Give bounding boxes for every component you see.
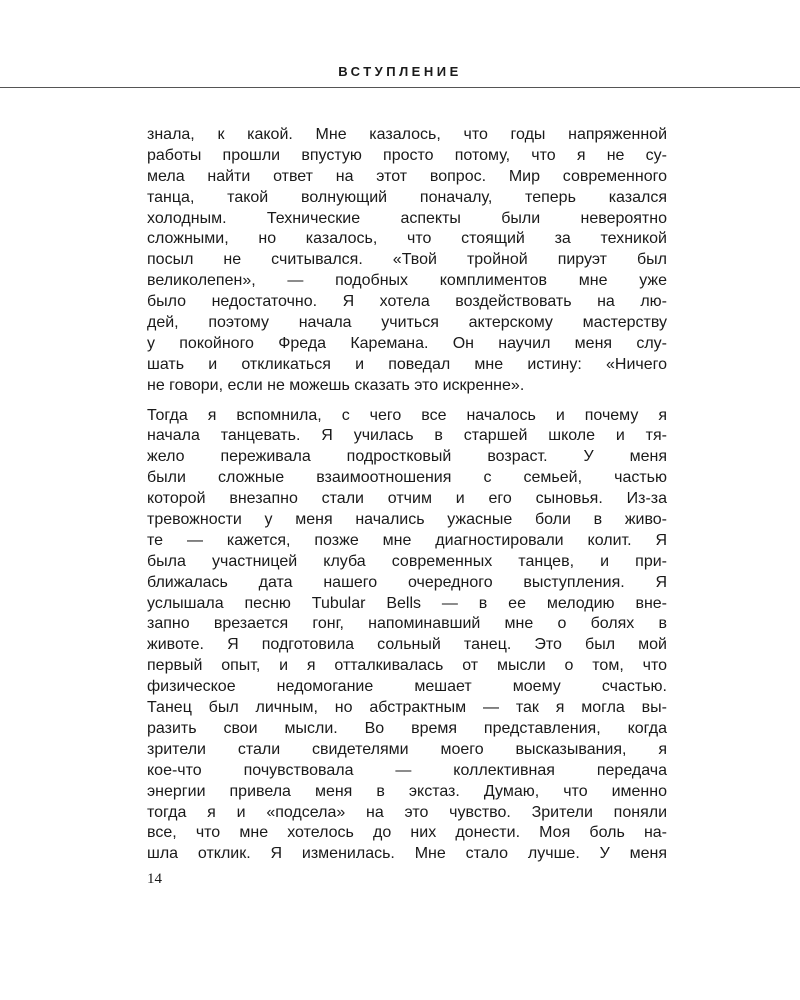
running-header-title: ВСТУПЛЕНИЕ: [338, 64, 462, 79]
text-line: тогда я и «подсела» на это чувство. Зрители поняли: [147, 803, 667, 821]
text-line: все, что мне хотелось до них донести. Моя боль на-: [147, 824, 667, 842]
body-text: [147, 125, 667, 865]
text-line: были сложные взаимоотношения с семьей, частью: [147, 469, 667, 487]
text-line: услышала песню Tubular Bells — в ее мелодию вне-: [147, 594, 667, 612]
text-line: знала, к какой. Мне казалось, что годы напряженной: [147, 126, 667, 143]
text-line: зрители стали свидетелями моего высказывания, я: [147, 740, 667, 758]
paragraph: [147, 406, 667, 866]
text-line: запно врезается гонг, напоминавший мне о болях в: [147, 615, 667, 633]
text-line: физическое недомогание мешает моему счастью.: [147, 678, 667, 696]
text-line: дей, поэтому начала учиться актерскому мастерству: [147, 314, 667, 332]
text-line: Тогда я вспомнила, с чего все началось и почему я: [147, 406, 667, 424]
paragraph: [147, 125, 667, 397]
text-line: которой внезапно стали отчим и его сыновья. Из-за: [147, 490, 667, 508]
text-line: холодным. Технические аспекты были невероятно: [147, 209, 667, 227]
text-line: тревожности у меня начались ужасные боли в живо-: [147, 511, 667, 529]
page-number: 14: [147, 871, 162, 887]
text-line: у покойного Фреда Каремана. Он научил меня слу-: [147, 334, 667, 352]
text-line: не говори, если не можешь сказать это искренне».: [147, 376, 525, 394]
text-line: работы прошли впустую просто потому, что я не су-: [147, 146, 667, 164]
text-line: кое-что почувствовала — коллективная передача: [147, 761, 667, 779]
text-line: было недостаточно. Я хотела воздействовать на лю-: [147, 293, 667, 311]
text-line: танца, такой волнующий поначалу, теперь казался: [147, 188, 667, 206]
text-line: посыл не считывался. «Твой тройной пируэт был: [147, 251, 667, 269]
text-line: мела найти ответ на этот вопрос. Мир современного: [147, 167, 667, 185]
text-line: сложными, но казалось, что стоящий за техникой: [147, 230, 667, 248]
text-line: разить свои мысли. Во время представления, когда: [147, 719, 667, 737]
text-line: великолепен», — подобных комплиментов мне уже: [147, 272, 667, 290]
text-line: жело переживала подростковый возраст. У меня: [147, 448, 667, 466]
text-line: животе. Я подготовила сольный танец. Это был мой: [147, 636, 667, 654]
text-line: ближалась дата нашего очередного выступления. Я: [147, 573, 667, 591]
text-line: те — кажется, позже мне диагностировали колит. Я: [147, 531, 667, 549]
text-line: первый опыт, и я отталкивалась от мысли о том, что: [147, 657, 667, 675]
text-line: энергии привела меня в экстаз. Думаю, что именно: [147, 782, 667, 800]
text-line: была участницей клуба современных танцев, и при-: [147, 552, 667, 570]
text-line: шать и откликаться и поведал мне истину: «Ничего: [147, 355, 667, 373]
text-line: Танец был личным, но абстрактным — так я могла вы-: [147, 699, 667, 717]
text-line: начала танцевать. Я училась в старшей школе и тя-: [147, 427, 667, 445]
text-line: шла отклик. Я изменилась. Мне стало лучше. У меня: [147, 845, 667, 863]
header-divider: [0, 87, 800, 88]
